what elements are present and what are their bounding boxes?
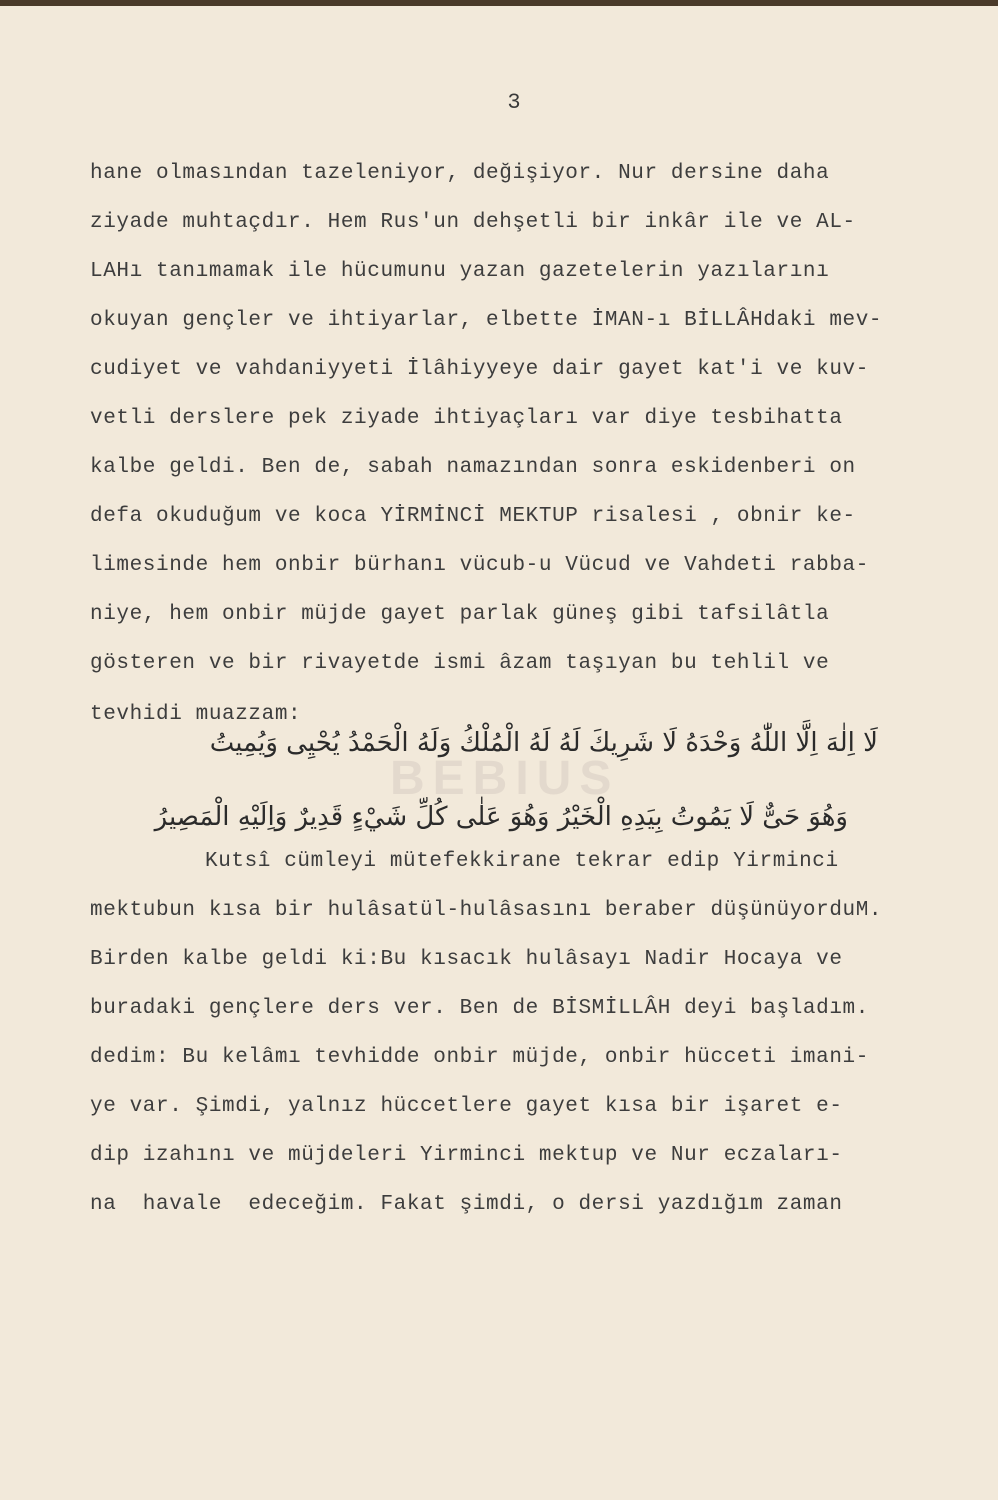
text-line: cudiyet ve vahdaniyyeti İlâhiyyeye dair gayet kat'i ve kuv- — [90, 358, 869, 381]
text-line: na havale edeceğim. Fakat şimdi, o dersi yazdığım zaman — [90, 1193, 843, 1216]
text-line: gösteren ve bir rivayetde ismi âzam taşıyan bu tehlil ve — [90, 652, 830, 675]
text-line: dedim: Bu kelâmı tevhidde onbir müjde, onbir hücceti imani- — [90, 1046, 869, 1069]
text-line: tevhidi muazzam: — [90, 703, 302, 726]
text-line: buradaki gençlere ders ver. Ben de BİSMİLLÂH deyi başladım. — [90, 997, 869, 1020]
text-line: hane olmasından tazeleniyor, değişiyor. Nur dersine daha — [90, 162, 830, 185]
text-line: limesinde hem onbir bürhanı vücub-u Vücud ve Vahdeti rabba- — [90, 554, 869, 577]
text-line: Kutsî cümleyi mütefekkirane tekrar edip Yirminci — [205, 850, 839, 873]
watermark: BEBIUS — [390, 752, 620, 805]
text-line: dip izahını ve müjdeleri Yirminci mektup ve Nur eczaları- — [90, 1144, 843, 1167]
text-line: ye var. Şimdi, yalnız hüccetlere gayet kısa bir işaret e- — [90, 1095, 843, 1118]
text-line: okuyan gençler ve ihtiyarlar, elbette İMAN-ı BİLLÂHdaki mev- — [90, 309, 883, 332]
text-line: kalbe geldi. Ben de, sabah namazından sonra eskidenberi on — [90, 456, 856, 479]
arabic-verse-line-1: لَا اِلٰهَ اِلَّا اللّٰهُ وَحْدَهُ لَا شَرِيكَ لَهُ لَهُ الْمُلْكُ وَلَهُ الْحَمْدُ يُحْيِى وَيُمِيتُ — [209, 728, 878, 758]
text-line: Birden kalbe geldi ki:Bu kısacık hulâsayı Nadir Hocaya ve — [90, 948, 843, 971]
arabic-verse-line-2: وَهُوَ حَىٌّ لَا يَمُوتُ بِيَدِهِ الْخَيْرُ وَهُوَ عَلٰى كُلِّ شَيْءٍ قَدِيرٌ وَاِلَيْهِ الْمَصِيرُ — [154, 802, 848, 832]
text-line: defa okuduğum ve koca YİRMİNCİ MEKTUP risalesi , obnir ke- — [90, 505, 856, 528]
page-number: 3 — [507, 90, 521, 115]
text-line: LAHı tanımamak ile hücumunu yazan gazetelerin yazılarını — [90, 260, 830, 283]
text-line: mektubun kısa bir hulâsatül-hulâsasını beraber düşünüyorduM. — [90, 899, 883, 922]
text-line: ziyade muhtaçdır. Hem Rus'un dehşetli bir inkâr ile ve AL- — [90, 211, 856, 234]
text-line: vetli derslere pek ziyade ihtiyaçları var diye tesbihatta — [90, 407, 843, 430]
text-line: niye, hem onbir müjde gayet parlak güneş gibi tafsilâtla — [90, 603, 830, 626]
